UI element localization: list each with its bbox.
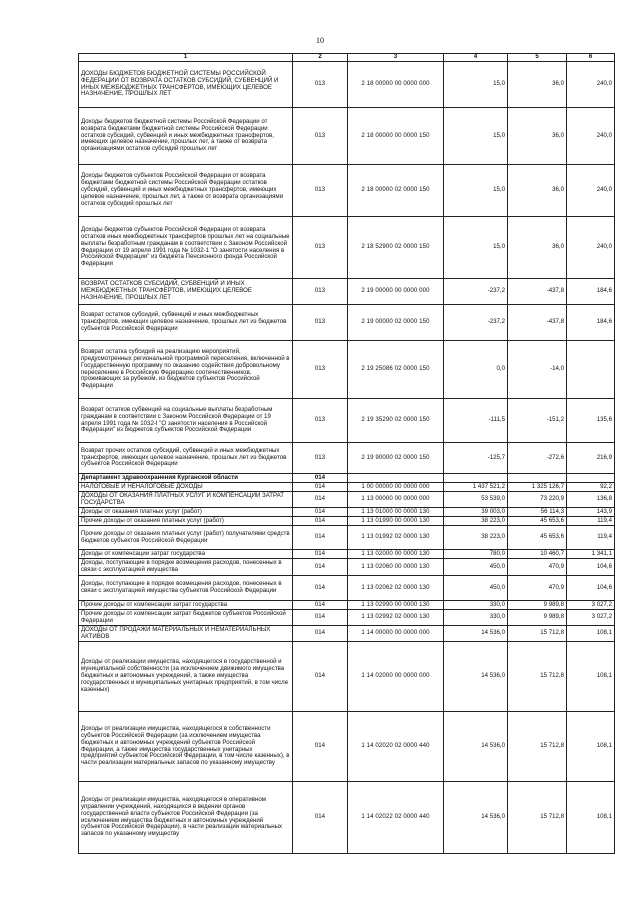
column-header-6: 6 (567, 54, 615, 62)
row-budget-code: 2 19 00000 02 0000 150 (348, 305, 444, 341)
row-actual-value: 45 653,6 (508, 517, 567, 526)
row-budget-code: 1 13 01000 00 0000 130 (348, 508, 444, 517)
row-admin-code: 013 (293, 399, 348, 443)
row-percent-value: 240,0 (567, 108, 615, 165)
table-row (79, 559, 615, 576)
row-percent-value: 136,8 (567, 492, 615, 508)
row-admin-code: 013 (293, 341, 348, 399)
row-plan-value: 38 223,0 (444, 517, 508, 526)
table-row (79, 305, 615, 341)
row-budget-code: 1 14 02022 02 0000 440 (348, 782, 444, 854)
row-percent-value: 108,1 (567, 626, 615, 642)
row-actual-value: -437,8 (508, 279, 567, 305)
row-actual-value: -151,2 (508, 399, 567, 443)
row-percent-value: 1 341,1 (567, 550, 615, 559)
row-name: Доходы бюджетов субъектов Российской Федерации от возврата остатков иных межбюджетных трансфертов прошлых лет на социальные выплаты безработным гражданам в соответствии с Законом Российской Федерации от 19 апреля 1991 года № 1032-1 "О занятости населения в Российской Федерации" из бюджета Пенсионного фонда Российской Федерации (79, 217, 293, 279)
row-plan-value (444, 474, 508, 483)
row-plan-value: 39 003,0 (444, 508, 508, 517)
row-actual-value: -272,6 (508, 443, 567, 474)
row-actual-value: 15 712,8 (508, 712, 567, 782)
row-actual-value: 9 989,8 (508, 610, 567, 626)
row-name: Доходы от реализации имущества, находящегося в собственности субъектов Российской Федерации (за исключением имущества бюджетных и автономных учреждений субъектов Российской Федерации, а также имущества государственных унитарных предприятий субъектов Российской Федерации, в том числе казенных), в части реализации материальных запасов по указанному имуществу (79, 712, 293, 782)
row-admin-code: 013 (293, 305, 348, 341)
row-actual-value: 15 712,8 (508, 626, 567, 642)
table-row (79, 526, 615, 550)
row-percent-value (567, 474, 615, 483)
table-row (79, 712, 615, 782)
row-plan-value: 780,0 (444, 550, 508, 559)
table-row (79, 610, 615, 626)
row-name: Доходы от реализации имущества, находящегося в государственной и муниципальной собственности (за исключением движимого имущества бюджетных и автономных учреждений, а также имущества государственных и муниципальных унитарных предприятий, в том числе казенных) (79, 642, 293, 712)
row-actual-value: -437,8 (508, 305, 567, 341)
row-admin-code: 013 (293, 443, 348, 474)
row-budget-code: 2 19 90000 02 0000 150 (348, 443, 444, 474)
row-percent-value: 104,6 (567, 559, 615, 576)
row-budget-code: 2 18 00000 02 0000 150 (348, 165, 444, 217)
row-percent-value: 184,6 (567, 279, 615, 305)
row-budget-code: 1 13 00000 00 0000 000 (348, 492, 444, 508)
row-percent-value: 3 027,2 (567, 610, 615, 626)
row-percent-value: 92,2 (567, 483, 615, 492)
row-plan-value: 14 536,0 (444, 782, 508, 854)
row-percent-value: 240,0 (567, 217, 615, 279)
row-percent-value: 240,0 (567, 165, 615, 217)
row-plan-value: 14 536,0 (444, 712, 508, 782)
table-row (79, 782, 615, 854)
row-budget-code: 2 19 25086 02 0000 150 (348, 341, 444, 399)
row-budget-code: 2 19 35290 02 0000 150 (348, 399, 444, 443)
table-row (79, 62, 615, 108)
row-budget-code: 1 13 02060 00 0000 130 (348, 559, 444, 576)
row-plan-value: 15,0 (444, 217, 508, 279)
row-name: ВОЗВРАТ ОСТАТКОВ СУБСИДИЙ, СУБВЕНЦИЙ И ИНЫХ МЕЖБЮДЖЕТНЫХ ТРАНСФЕРТОВ, ИМЕЮЩИХ ЦЕЛЕВОЕ НАЗНАЧЕНИЕ, ПРОШЛЫХ ЛЕТ (79, 279, 293, 305)
row-name: Доходы бюджетов бюджетной системы Российской Федерации от возврата бюджетами бюджетной системы Российской Федерации остатков субсидий, субвенций и иных межбюджетных трансфертов, имеющих целевое назначение, прошлых лет, а также от возврата организациями остатков субсидий прошлых лет (79, 108, 293, 165)
table-row (79, 492, 615, 508)
row-admin-code: 014 (293, 610, 348, 626)
row-admin-code: 014 (293, 526, 348, 550)
row-admin-code: 014 (293, 474, 348, 483)
row-name: Возврат остатка субсидий на реализацию мероприятий, предусмотренных региональной программой переселения, включенной в Государственную программу по оказанию содействия добровольному переселению в Российскую Федерацию соотечественников, проживающих за рубежом, из бюджетов субъектов Российской Федерации (79, 341, 293, 399)
row-name: Доходы от оказания платных услуг (работ) (79, 508, 293, 517)
row-admin-code: 014 (293, 782, 348, 854)
row-budget-code: 2 18 52900 02 0000 150 (348, 217, 444, 279)
table-row (79, 108, 615, 165)
row-name: Прочие доходы от компенсации затрат государства (79, 601, 293, 610)
row-plan-value: 38 223,0 (444, 526, 508, 550)
row-budget-code (348, 474, 444, 483)
row-plan-value: 53 539,0 (444, 492, 508, 508)
page-number: 10 (316, 36, 324, 45)
row-actual-value: 15 712,8 (508, 642, 567, 712)
row-admin-code: 014 (293, 483, 348, 492)
row-actual-value: 73 220,9 (508, 492, 567, 508)
row-name: Возврат остатков субвенций на социальные выплаты безработным гражданам в соответствии с Законом Российской Федерации от 19 апреля 1991 года № 1032-I "О занятости населения в Российской Федерации" из бюджетов субъектов Российской Федерации (79, 399, 293, 443)
row-budget-code: 2 18 00000 00 0000 000 (348, 62, 444, 108)
row-percent-value: 108,1 (567, 782, 615, 854)
row-budget-code: 1 13 01992 02 0000 130 (348, 526, 444, 550)
table-row (79, 550, 615, 559)
row-admin-code: 014 (293, 550, 348, 559)
row-plan-value: 14 536,0 (444, 642, 508, 712)
row-percent-value: 3 027,2 (567, 601, 615, 610)
row-plan-value: 330,0 (444, 610, 508, 626)
row-plan-value: 15,0 (444, 62, 508, 108)
table-row (79, 474, 615, 483)
row-admin-code: 013 (293, 165, 348, 217)
row-budget-code: 1 14 02000 00 0000 000 (348, 642, 444, 712)
table-row (79, 508, 615, 517)
table-row (79, 642, 615, 712)
row-name: Доходы бюджетов субъектов Российской Федерации от возврата бюджетами бюджетной системы Российской Федерации остатков субсидий, субвенций и иных межбюджетных трансфертов, имеющих целевое назначение, прошлых лет, а также от возврата организациями остатков субсидий прошлых лет (79, 165, 293, 217)
table-row (79, 279, 615, 305)
header-row (79, 54, 615, 62)
row-percent-value: 216,9 (567, 443, 615, 474)
column-header-5: 5 (508, 54, 567, 62)
row-name: Доходы от реализации имущества, находящегося в оперативном управлении учреждений, находящихся в ведении органов государственной власти субъектов Российской Федерации (за исключением имущества бюджетных и автономных учреждений субъектов Российской Федерации), в части реализации материальных запасов по указанному имуществу (79, 782, 293, 854)
row-actual-value: 36,0 (508, 108, 567, 165)
table-row (79, 483, 615, 492)
table-row (79, 341, 615, 399)
table-row (79, 626, 615, 642)
row-percent-value: 119,4 (567, 517, 615, 526)
table-row (79, 165, 615, 217)
row-actual-value: 36,0 (508, 165, 567, 217)
column-header-3: 3 (348, 54, 444, 62)
column-header-4: 4 (444, 54, 508, 62)
row-percent-value: 143,9 (567, 508, 615, 517)
row-name: Прочие доходы от оказания платных услуг (работ) (79, 517, 293, 526)
row-plan-value: -111,5 (444, 399, 508, 443)
table-row (79, 601, 615, 610)
row-plan-value: 450,0 (444, 559, 508, 576)
table-body (79, 62, 615, 854)
row-admin-code: 014 (293, 601, 348, 610)
row-plan-value: 1 437 521,2 (444, 483, 508, 492)
row-admin-code: 014 (293, 642, 348, 712)
row-admin-code: 014 (293, 712, 348, 782)
row-percent-value: 119,4 (567, 526, 615, 550)
row-percent-value: 184,6 (567, 305, 615, 341)
row-plan-value: -237,2 (444, 279, 508, 305)
row-name: Возврат прочих остатков субсидий, субвенций и иных межбюджетных трансфертов, имеющих целевое назначение, прошлых лет из бюджетов субъектов Российской Федерации (79, 443, 293, 474)
row-plan-value: 0,0 (444, 341, 508, 399)
row-name: ДОХОДЫ БЮДЖЕТОВ БЮДЖЕТНОЙ СИСТЕМЫ РОССИЙСКОЙ ФЕДЕРАЦИИ ОТ ВОЗВРАТА ОСТАТКОВ СУБСИДИЙ, СУБВЕНЦИЙ И ИНЫХ МЕЖБЮДЖЕТНЫХ ТРАНСФЕРТОВ, ИМЕЮЩИХ ЦЕЛЕВОЕ НАЗНАЧЕНИЕ, ПРОШЛЫХ ЛЕТ (79, 62, 293, 108)
table-row (79, 576, 615, 601)
row-budget-code: 2 19 00000 00 0000 000 (348, 279, 444, 305)
row-plan-value: 450,0 (444, 576, 508, 601)
row-budget-code: 1 13 02000 00 0000 130 (348, 550, 444, 559)
row-name: ДОХОДЫ ОТ ОКАЗАНИЯ ПЛАТНЫХ УСЛУГ И КОМПЕНСАЦИИ ЗАТРАТ ГОСУДАРСТВА (79, 492, 293, 508)
row-admin-code: 014 (293, 626, 348, 642)
row-budget-code: 1 13 02062 02 0000 130 (348, 576, 444, 601)
row-percent-value: 108,1 (567, 712, 615, 782)
row-actual-value: 36,0 (508, 217, 567, 279)
row-actual-value: 56 114,3 (508, 508, 567, 517)
row-name: Возврат остатков субсидий, субвенций и иных межбюджетных трансфертов, имеющих целевое назначение, прошлых лет из бюджетов субъектов Российской Федерации (79, 305, 293, 341)
row-actual-value: 15 712,8 (508, 782, 567, 854)
row-budget-code: 1 13 02990 00 0000 130 (348, 601, 444, 610)
row-actual-value: 470,9 (508, 576, 567, 601)
row-plan-value: -125,7 (444, 443, 508, 474)
table-row (79, 217, 615, 279)
row-admin-code: 014 (293, 517, 348, 526)
row-name: НАЛОГОВЫЕ И НЕНАЛОГОВЫЕ ДОХОДЫ (79, 483, 293, 492)
revenue-table (78, 53, 615, 854)
row-name: Прочие доходы от оказания платных услуг (работ) получателями средств бюджетов субъектов Российской Федерации (79, 526, 293, 550)
row-budget-code: 1 13 01990 00 0000 130 (348, 517, 444, 526)
row-plan-value: 15,0 (444, 108, 508, 165)
row-actual-value: 9 989,8 (508, 601, 567, 610)
row-percent-value: 240,0 (567, 62, 615, 108)
row-budget-code: 1 14 00000 00 0000 000 (348, 626, 444, 642)
row-plan-value: 14 536,0 (444, 626, 508, 642)
row-admin-code: 014 (293, 559, 348, 576)
row-name: Доходы, поступающие в порядке возмещения расходов, понесенных в связи с эксплуатацией имущества субъектов Российской Федерации (79, 576, 293, 601)
row-actual-value: -14,0 (508, 341, 567, 399)
row-budget-code: 1 00 00000 00 0000 000 (348, 483, 444, 492)
table-row (79, 443, 615, 474)
row-actual-value: 1 325 126,7 (508, 483, 567, 492)
column-header-1: 1 (79, 54, 293, 62)
row-actual-value: 36,0 (508, 62, 567, 108)
row-budget-code: 2 18 00000 00 0000 150 (348, 108, 444, 165)
row-percent-value: 135,6 (567, 399, 615, 443)
row-name: Доходы, поступающие в порядке возмещения расходов, понесенных в связи с эксплуатацией имущества (79, 559, 293, 576)
table-row (79, 517, 615, 526)
row-admin-code: 014 (293, 508, 348, 517)
row-actual-value (508, 474, 567, 483)
row-name: Прочие доходы от компенсации затрат бюджетов субъектов Российской Федерации (79, 610, 293, 626)
row-actual-value: 45 653,6 (508, 526, 567, 550)
row-actual-value: 470,9 (508, 559, 567, 576)
row-name: Департамент здравоохранения Курганской области (79, 474, 293, 483)
row-name: Доходы от компенсации затрат государства (79, 550, 293, 559)
row-admin-code: 013 (293, 217, 348, 279)
row-plan-value: 15,0 (444, 165, 508, 217)
row-admin-code: 014 (293, 492, 348, 508)
row-plan-value: -237,2 (444, 305, 508, 341)
table-row (79, 399, 615, 443)
row-percent-value: 104,6 (567, 576, 615, 601)
row-admin-code: 014 (293, 576, 348, 601)
row-admin-code: 013 (293, 62, 348, 108)
row-plan-value: 330,0 (444, 601, 508, 610)
row-percent-value: 108,1 (567, 642, 615, 712)
row-actual-value: 10 460,7 (508, 550, 567, 559)
row-percent-value (567, 341, 615, 399)
column-header-2: 2 (293, 54, 348, 62)
row-admin-code: 013 (293, 279, 348, 305)
row-budget-code: 1 14 02020 02 0000 440 (348, 712, 444, 782)
row-admin-code: 013 (293, 108, 348, 165)
row-budget-code: 1 13 02992 02 0000 130 (348, 610, 444, 626)
row-name: ДОХОДЫ ОТ ПРОДАЖИ МАТЕРИАЛЬНЫХ И НЕМАТЕРИАЛЬНЫХ АКТИВОВ (79, 626, 293, 642)
